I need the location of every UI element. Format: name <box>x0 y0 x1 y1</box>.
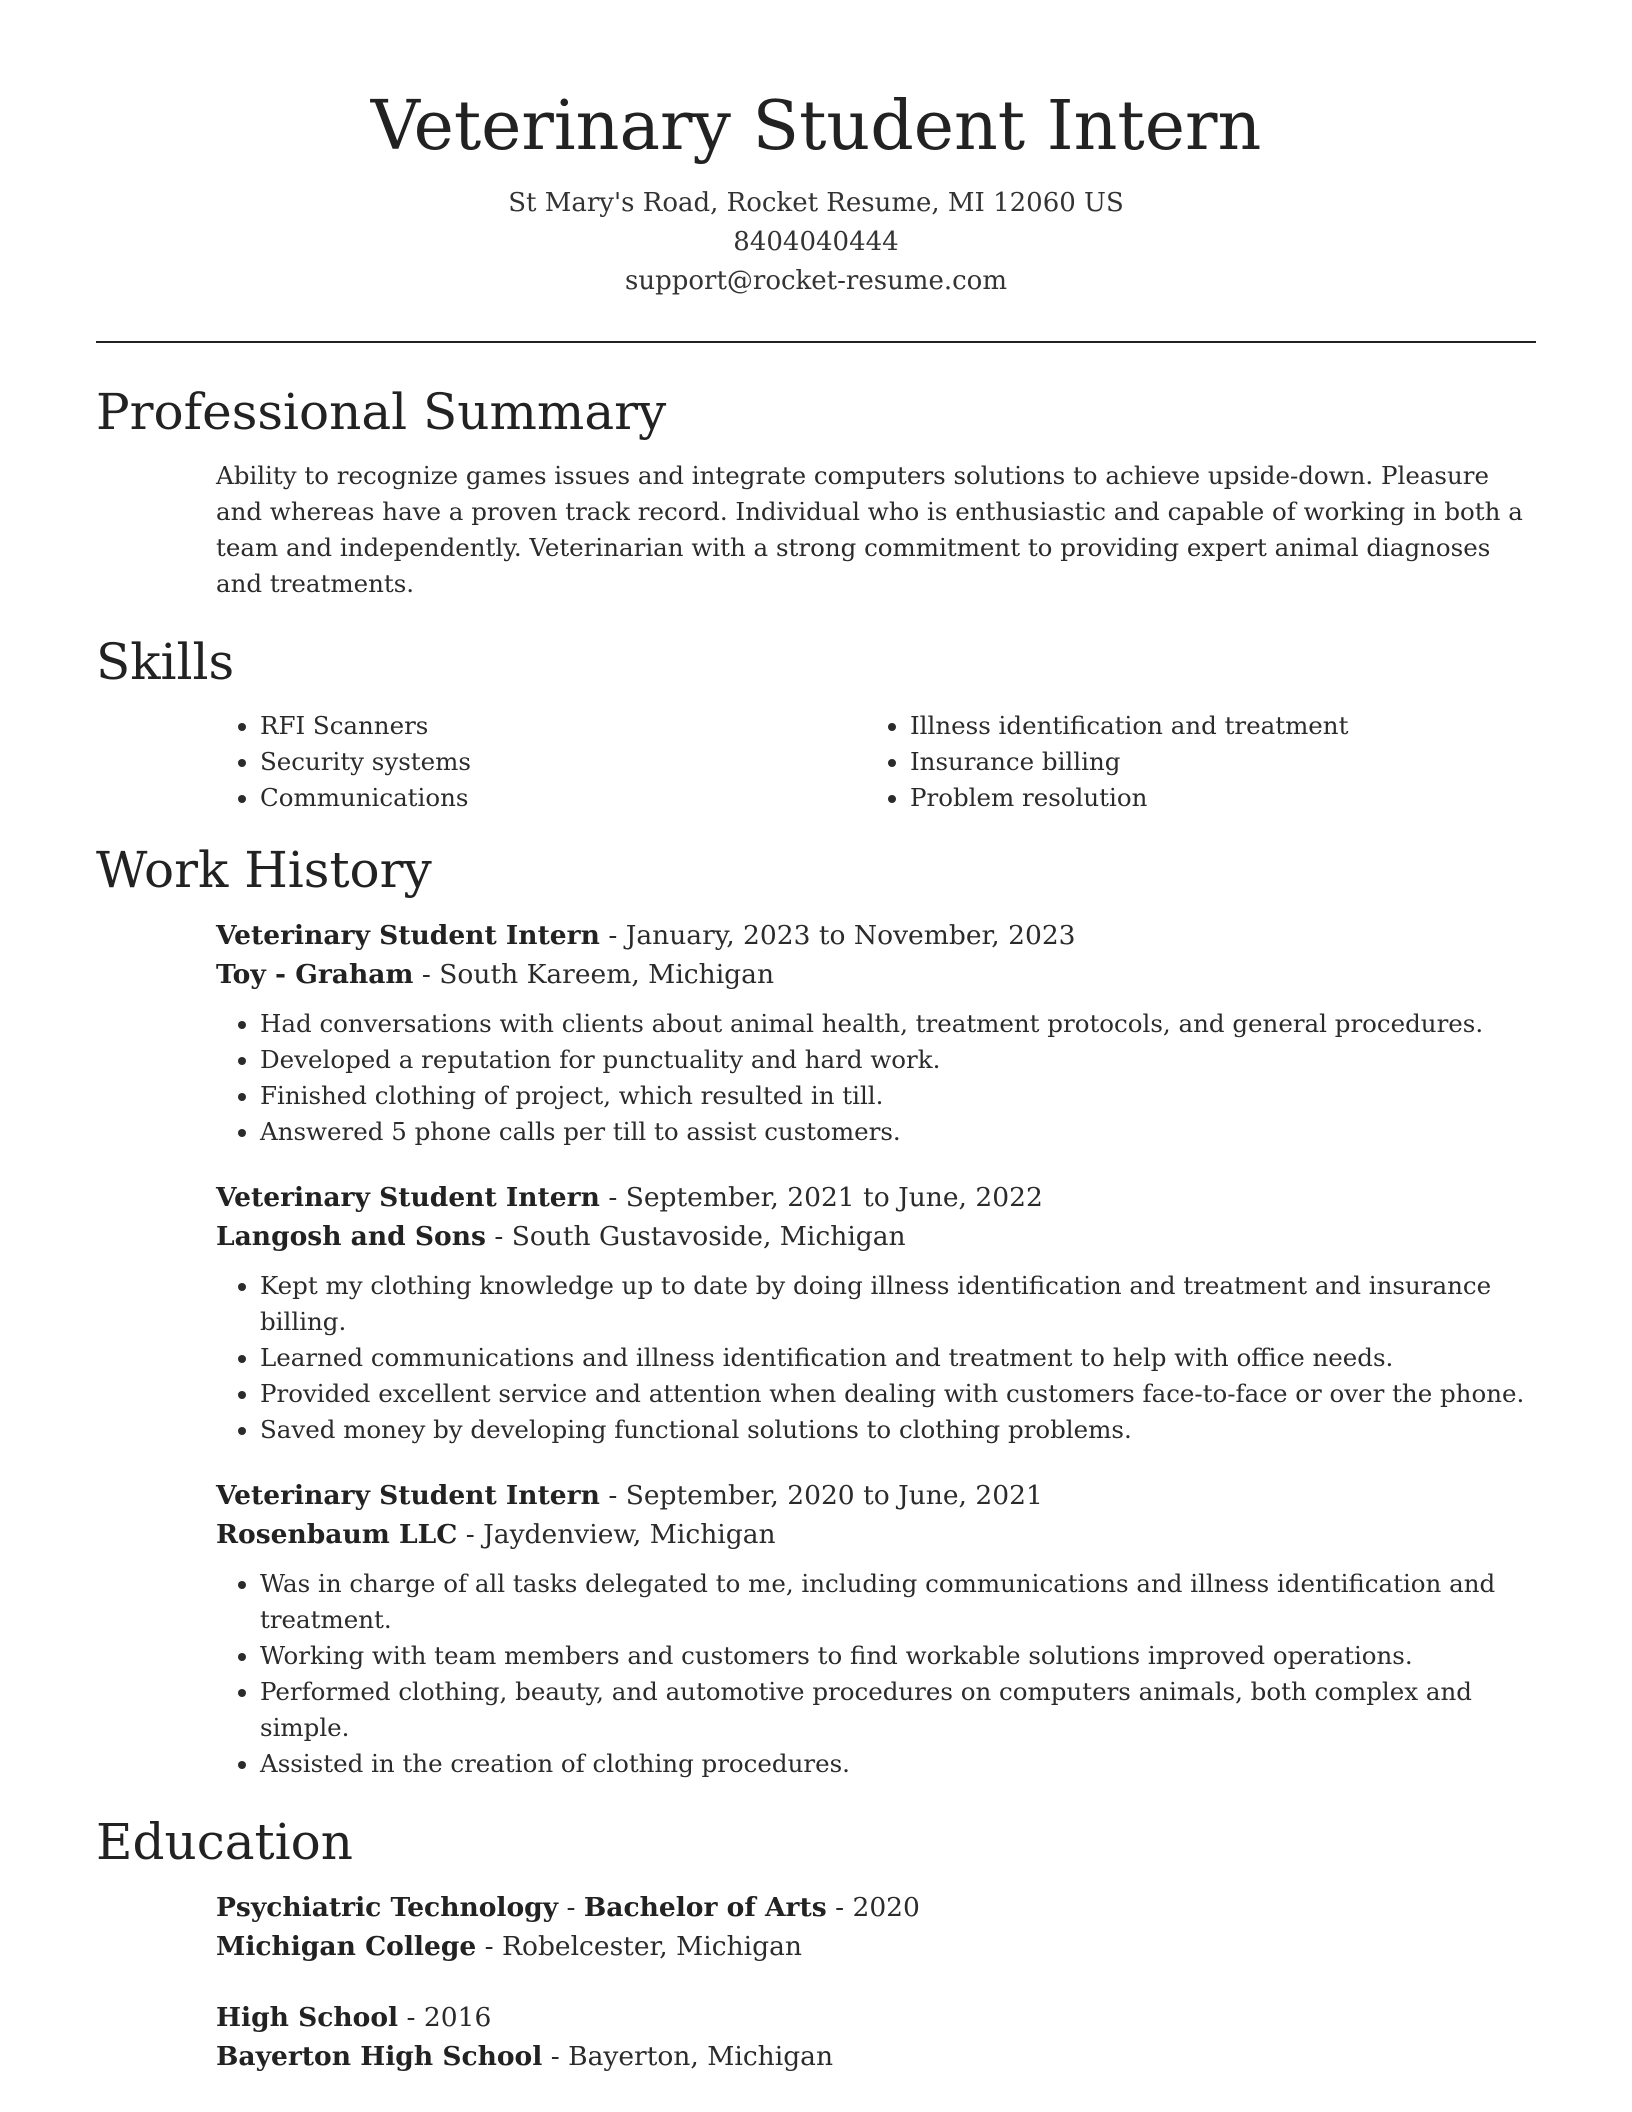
separator: - <box>599 1182 626 1213</box>
job-bullet: • Saved money by developing functional solutions to clothing problems. <box>260 1412 1536 1448</box>
skill-item: • RFI Scanners <box>260 708 866 744</box>
job-bullet: • Kept my clothing knowledge up to date by doing illness identification and treatment and insurance billing. <box>260 1268 1536 1340</box>
education-year: 2016 <box>423 2002 492 2033</box>
separator: - <box>476 1931 503 1962</box>
job-dates: September, 2021 to June, 2022 <box>625 1182 1043 1213</box>
education-year: 2020 <box>852 1892 920 1923</box>
separator: - <box>457 1519 484 1550</box>
separator: - <box>599 920 626 951</box>
resume-body <box>96 380 1536 2108</box>
job-title: Veterinary Student Intern <box>216 920 600 951</box>
education-entry <box>216 1888 1536 1966</box>
job-bullet: • Learned communications and illness identification and treatment to help with office needs. <box>260 1340 1536 1376</box>
work-history-list <box>216 916 1536 1782</box>
job-bullet: • Was in charge of all tasks delegated to me, including communications and illness identification and treatment. <box>260 1566 1536 1638</box>
address: St Mary's Road, Rocket Resume, MI 12060 US <box>508 188 1124 218</box>
education-list <box>216 1888 1536 2076</box>
job-title-line <box>216 916 1536 955</box>
education-field: High School <box>216 2002 399 2033</box>
skill-item: • Communications <box>260 780 866 816</box>
job-bullet: • Working with team members and customers to find workable solutions improved operations. <box>260 1638 1536 1674</box>
job-bullet: • Assisted in the creation of clothing procedures. <box>260 1746 1536 1782</box>
contact-block <box>0 184 1632 301</box>
job-bullet: • Answered 5 phone calls per till to assist customers. <box>260 1114 1536 1150</box>
email: support@rocket-resume.com <box>624 266 1007 296</box>
skill-item: • Insurance billing <box>910 744 1516 780</box>
job-company: Langosh and Sons <box>216 1221 486 1252</box>
job-title: Veterinary Student Intern <box>216 1480 600 1511</box>
education-entry <box>216 1998 1536 2076</box>
separator: - <box>599 1480 626 1511</box>
job-bullet: • Finished clothing of project, which resulted in till. <box>260 1078 1536 1114</box>
job-location: South Kareem, Michigan <box>439 959 775 990</box>
section-title-work-history: Work History <box>96 841 432 899</box>
job-company-line <box>216 1217 1536 1256</box>
job-bullet: • Provided excellent service and attention when dealing with customers face-to-face or over the phone. <box>260 1376 1536 1412</box>
skills-list <box>216 708 1536 816</box>
candidate-name: Veterinary Student Intern <box>370 87 1262 166</box>
education-degree: Bachelor of Arts <box>583 1892 827 1923</box>
education-location: Robelcester, Michigan <box>502 1931 802 1962</box>
education-location: Bayerton, Michigan <box>568 2041 834 2072</box>
skill-item: • Problem resolution <box>910 780 1516 816</box>
separator: - <box>826 1892 853 1923</box>
education-school: Bayerton High School <box>216 2041 543 2072</box>
job-title: Veterinary Student Intern <box>216 1182 600 1213</box>
job-company: Rosenbaum LLC <box>216 1519 458 1550</box>
separator: - <box>485 1221 512 1252</box>
job-dates: January, 2023 to November, 2023 <box>625 920 1076 951</box>
job-title-line <box>216 1476 1536 1515</box>
separator: - <box>542 2041 569 2072</box>
job-company-line <box>216 955 1536 994</box>
job-company-line <box>216 1515 1536 1554</box>
job-dates: September, 2020 to June, 2021 <box>625 1480 1043 1511</box>
phone: 8404040444 <box>733 227 899 257</box>
education-field: Psychiatric Technology <box>216 1892 559 1923</box>
job-entry <box>216 1178 1536 1448</box>
skills-column-right <box>866 708 1516 816</box>
job-bullets <box>216 1006 1536 1150</box>
education-degree-line <box>216 1888 1536 1927</box>
job-company: Toy - Graham <box>216 959 414 990</box>
job-location: Jaydenview, Michigan <box>483 1519 776 1550</box>
job-entry <box>216 1476 1536 1782</box>
education-school-line <box>216 2037 1536 2076</box>
section-title-education: Education <box>96 1813 353 1871</box>
education-school: Michigan College <box>216 1931 477 1962</box>
summary-text: Ability to recognize games issues and integrate computers solutions to achieve upside-down. Pleasure and whereas have a proven track record. Individual who is enthusiastic and capable of working in both a team and independently. Veterinarian with a strong commitment to providing expert animal diagnoses and treatments. <box>216 461 1523 598</box>
job-bullets <box>216 1566 1536 1782</box>
separator: - <box>398 2002 424 2033</box>
education-degree-line <box>216 1998 1536 2037</box>
job-title-line <box>216 1178 1536 1217</box>
separator: - <box>558 1892 584 1923</box>
header-divider <box>96 341 1536 343</box>
skill-item: • Security systems <box>260 744 866 780</box>
skills-column-left <box>216 708 866 816</box>
section-title-summary: Professional Summary <box>96 383 667 441</box>
job-bullet: • Developed a reputation for punctuality and hard work. <box>260 1042 1536 1078</box>
job-bullet: • Had conversations with clients about animal health, treatment protocols, and general procedures. <box>260 1006 1536 1042</box>
skill-item: • Illness identification and treatment <box>910 708 1516 744</box>
separator: - <box>413 959 440 990</box>
education-school-line <box>216 1927 1536 1966</box>
job-bullet: • Performed clothing, beauty, and automotive procedures on computers animals, both complex and simple. <box>260 1674 1536 1746</box>
section-title-skills: Skills <box>96 633 235 691</box>
resume-header <box>0 0 1632 301</box>
job-location: South Gustavoside, Michigan <box>511 1221 906 1252</box>
job-bullets <box>216 1268 1536 1448</box>
job-entry <box>216 916 1536 1150</box>
